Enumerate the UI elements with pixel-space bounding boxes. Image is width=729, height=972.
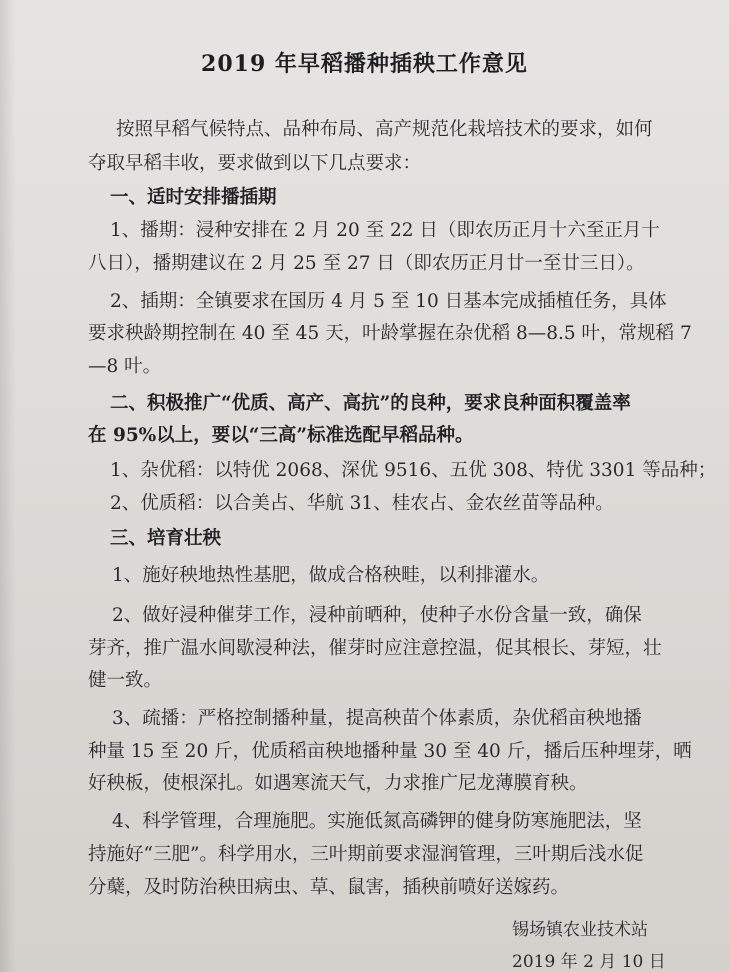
- body-line-16: 芽齐，推广温水间歇浸种法，催芽时应注意控温，促其根长、芽短，壮: [88, 638, 662, 659]
- body-line-5: 八日），播期建议在 2 月 25 至 27 日（即农历正月廿一至廿三日）。: [88, 253, 645, 274]
- signature-date: 2019 年 2 月 10 日: [512, 952, 666, 972]
- body-line-19: 种量 15 至 20 斤，优质稻亩秧地播种量 30 至 40 斤，播后压种埋芽，晒: [88, 741, 692, 762]
- body-line-20: 好秧板，使根深扎。如遇寒流天气，力求推广尼龙薄膜育秧。: [88, 773, 588, 794]
- body-line-18: 3、疏播：严格控制播种量，提高秧苗个体素质，杂优稻亩秧地播: [112, 708, 642, 729]
- body-line-14: 1、施好秧地热性基肥，做成合格秧畦，以利排灌水。: [112, 565, 550, 586]
- section-heading-3: 三、培育壮秧: [110, 528, 222, 549]
- body-line-1: 按照早稻气候特点、品种布局、高产规范化栽培技术的要求，如何: [116, 119, 653, 140]
- body-line-22: 持施好“三肥”。科学用水，三叶期前要求湿润管理，三叶期后浅水促: [88, 844, 644, 865]
- page-edge-shadow: [0, 0, 16, 972]
- body-line-4: 1、播期：浸种安排在 2 月 20 至 22 日（即农历正月十六至正月十: [110, 220, 660, 241]
- body-line-7: 要求秧龄期控制在 40 至 45 天，叶龄掌握在杂优稻 8—8.5 叶，常规稻 7: [88, 323, 692, 344]
- document-title: 2019 年早稻播种插秧工作意见: [201, 51, 528, 77]
- section-heading-1: 一、适时安排播插期: [110, 187, 277, 208]
- body-line-8: —8 叶。: [88, 356, 162, 377]
- section-heading-2-cont: 在 95%以上，要以“三高”标准选配早稻品种。: [88, 425, 474, 446]
- body-line-11: 1、杂优稻：以特优 2068、深优 9516、五优 308、特优 3301 等品种；: [110, 460, 717, 481]
- body-line-6: 2、插期：全镇要求在国历 4 月 5 至 10 日基本完成插植任务，具体: [110, 291, 667, 312]
- body-line-17: 健一致。: [88, 670, 163, 691]
- body-line-2: 夺取早稻丰收，要求做到以下几点要求：: [88, 153, 422, 174]
- body-line-23: 分蘖，及时防治秧田病虫、草、鼠害，插秧前喷好送嫁药。: [88, 877, 570, 898]
- section-heading-2: 二、积极推广“优质、高产、高抗”的良种，要求良种面积覆盖率: [110, 393, 631, 414]
- body-line-15: 2、做好浸种催芽工作，浸种前晒种，使种子水份含量一致，确保: [112, 605, 642, 626]
- body-line-12: 2、优质稻：以合美占、华航 31、桂农占、金农丝苗等品种。: [110, 493, 614, 514]
- body-line-21: 4、科学管理，合理施肥。实施低氮高磷钾的健身防寒施肥法，坚: [112, 811, 642, 832]
- signature-organization: 锡场镇农业技术站: [512, 920, 648, 940]
